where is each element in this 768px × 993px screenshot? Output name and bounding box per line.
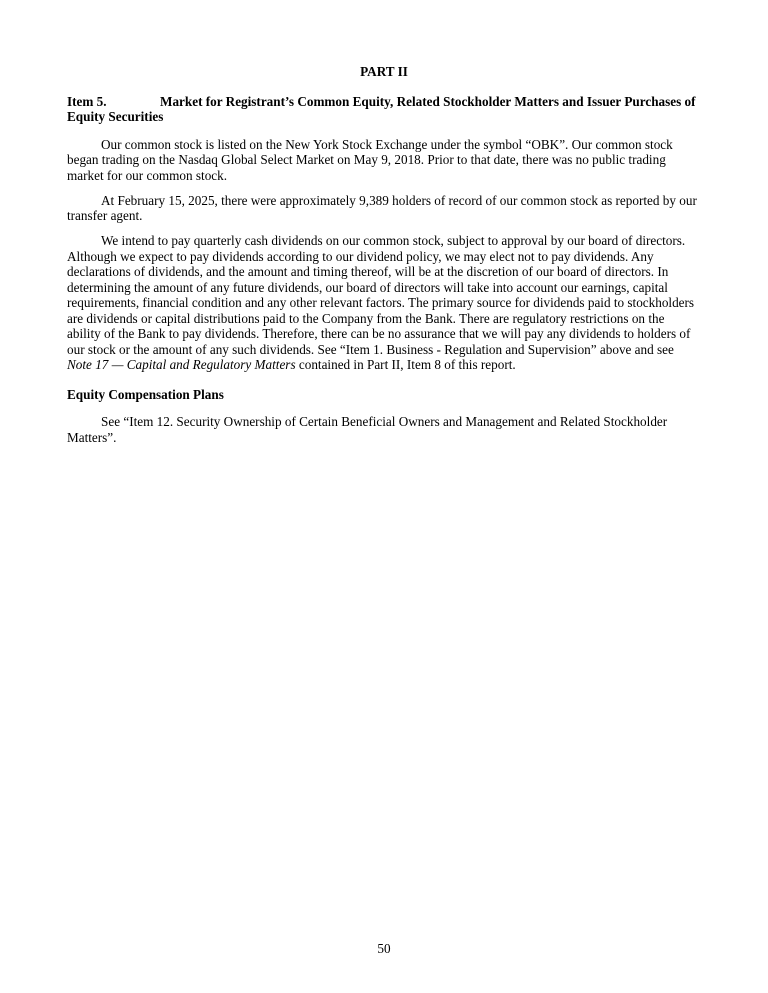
item5-title: Market for Registrant’s Common Equity, Related Stockholder Matters and Issuer Purchases of Equity Securities — [67, 93, 696, 124]
page-number: 50 — [377, 941, 391, 956]
item5-label: Item 5. — [67, 93, 107, 109]
paragraph-equity-compensation: See “Item 12. Security Ownership of Certain Beneficial Owners and Management and Related Stockholder Matters”. — [67, 414, 668, 445]
item5-heading — [67, 94, 701, 125]
paragraph-stock-listing: Our common stock is listed on the New York Stock Exchange under the symbol “OBK”. Our common stock began trading on the Nasdaq Global Select Market on May 9, 2018. Prior to that date, there was no public trading market for our common stock. — [67, 136, 673, 183]
part-title: PART II — [360, 64, 408, 79]
paragraph-holders-of-record: At February 15, 2025, there were approximately 9,389 holders of record of our common stock as reported by our transfer agent. — [67, 192, 697, 223]
dividends-text-after: contained in Part II, Item 8 of this report. — [295, 357, 516, 372]
document-content — [67, 64, 701, 455]
paragraph-dividends — [67, 233, 701, 373]
dividends-text-before: We intend to pay quarterly cash dividends on our common stock, subject to approval by our board of directors. Although we expect to pay dividends according to our dividend policy, we may elect not to pay dividends. Any declarations of dividends, and the amount and timing thereof, will be at the discretion of our board of directors. In determining the amount of any future dividends, our board of directors will take into account our earnings, capital requirements, financial condition and any other relevant factors. The primary source for dividends paid to stockholders are dividends or capital distributions paid to the Company from the Bank. There are regulatory restrictions on the ability of the Bank to pay dividends. Therefore, there can be no assurance that we will pay any dividends to holders of our stock or the amount of any such dividends. See “Item 1. Business - Regulation and Supervision” above and see — [67, 233, 695, 357]
dividends-note-reference: Note 17 — Capital and Regulatory Matters — [67, 357, 296, 372]
equity-compensation-heading: Equity Compensation Plans — [67, 386, 224, 402]
